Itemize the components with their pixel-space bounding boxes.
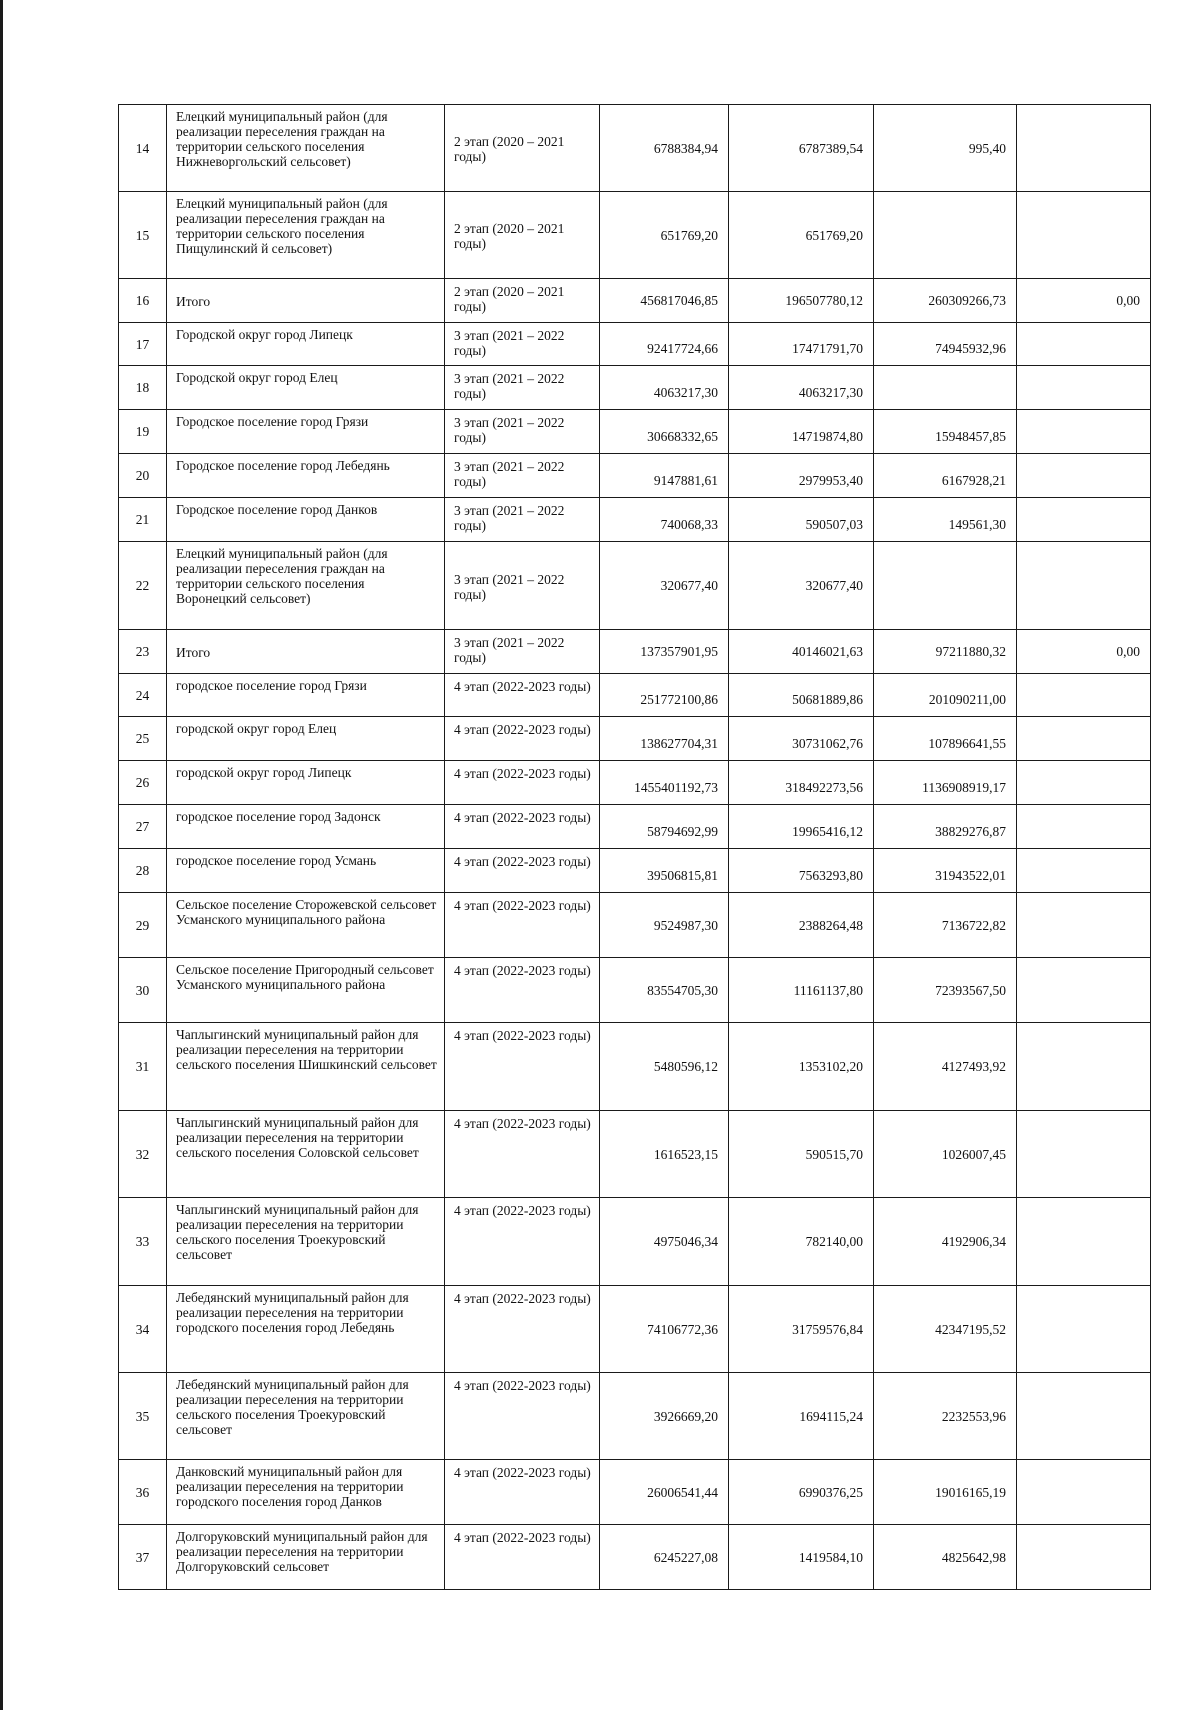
total-amount: 1455401192,73 — [600, 761, 729, 805]
amount-col3: 995,40 — [874, 105, 1017, 192]
amount-col3: 4127493,92 — [874, 1023, 1017, 1111]
amount-col4 — [1017, 893, 1151, 958]
municipality-name: Городское поселение город Грязи — [167, 410, 445, 454]
table-row — [119, 674, 1151, 717]
amount-col4 — [1017, 674, 1151, 717]
row-number: 23 — [119, 630, 167, 674]
amount-col2: 2979953,40 — [729, 454, 874, 498]
stage-period: 2 этап (2020 – 2021 годы) — [445, 279, 600, 323]
stage-period: 4 этап (2022-2023 годы) — [445, 958, 600, 1023]
municipality-name: городской округ город Елец — [167, 717, 445, 761]
total-amount: 4975046,34 — [600, 1198, 729, 1286]
total-amount: 92417724,66 — [600, 323, 729, 366]
row-number: 27 — [119, 805, 167, 849]
table-row — [119, 958, 1151, 1023]
stage-period: 4 этап (2022-2023 годы) — [445, 1286, 600, 1373]
municipality-name: Елецкий муниципальный район (для реализации переселения граждан на территории сельского поселения Воронецкий сельсовет) — [167, 542, 445, 630]
amount-col2: 651769,20 — [729, 192, 874, 279]
table-row — [119, 1198, 1151, 1286]
amount-col3: 4825642,98 — [874, 1525, 1017, 1590]
row-number: 22 — [119, 542, 167, 630]
amount-col4 — [1017, 542, 1151, 630]
amount-col2: 40146021,63 — [729, 630, 874, 674]
amount-col4 — [1017, 805, 1151, 849]
amount-col4 — [1017, 366, 1151, 410]
stage-period: 3 этап (2021 – 2022 годы) — [445, 498, 600, 542]
amount-col2: 590507,03 — [729, 498, 874, 542]
table-row — [119, 323, 1151, 366]
amount-col3: 6167928,21 — [874, 454, 1017, 498]
table-row — [119, 849, 1151, 893]
municipality-name: Городское поселение город Лебедянь — [167, 454, 445, 498]
total-amount: 83554705,30 — [600, 958, 729, 1023]
total-amount: 456817046,85 — [600, 279, 729, 323]
amount-col4 — [1017, 717, 1151, 761]
table-row — [119, 630, 1151, 674]
amount-col3: 1026007,45 — [874, 1111, 1017, 1198]
municipality-name: Итого — [167, 630, 445, 674]
table-row — [119, 1023, 1151, 1111]
total-amount: 9147881,61 — [600, 454, 729, 498]
total-amount: 3926669,20 — [600, 1373, 729, 1460]
row-number: 33 — [119, 1198, 167, 1286]
amount-col4 — [1017, 1525, 1151, 1590]
stage-period: 3 этап (2021 – 2022 годы) — [445, 323, 600, 366]
total-amount: 5480596,12 — [600, 1023, 729, 1111]
row-number: 21 — [119, 498, 167, 542]
municipality-name: Лебедянский муниципальный район для реализации переселения на территории городского поселения город Лебедянь — [167, 1286, 445, 1373]
amount-col2: 30731062,76 — [729, 717, 874, 761]
municipality-name: Городское поселение город Данков — [167, 498, 445, 542]
municipality-name: Итого — [167, 279, 445, 323]
total-amount: 74106772,36 — [600, 1286, 729, 1373]
amount-col2: 4063217,30 — [729, 366, 874, 410]
amount-col4 — [1017, 410, 1151, 454]
stage-period: 4 этап (2022-2023 годы) — [445, 1460, 600, 1525]
amount-col3: 7136722,82 — [874, 893, 1017, 958]
stage-period: 4 этап (2022-2023 годы) — [445, 1023, 600, 1111]
table-body — [119, 105, 1151, 1590]
total-amount: 320677,40 — [600, 542, 729, 630]
amount-col3: 38829276,87 — [874, 805, 1017, 849]
amount-col3: 201090211,00 — [874, 674, 1017, 717]
municipality-name: Елецкий муниципальный район (для реализации переселения граждан на территории сельского поселения Пищулинский й сельсовет) — [167, 192, 445, 279]
stage-period: 3 этап (2021 – 2022 годы) — [445, 410, 600, 454]
amount-col2: 19965416,12 — [729, 805, 874, 849]
amount-col2: 1694115,24 — [729, 1373, 874, 1460]
table-row — [119, 542, 1151, 630]
municipality-name: Сельское поселение Сторожевской сельсовет Усманского муниципального района — [167, 893, 445, 958]
municipality-name: Чаплыгинский муниципальный район для реализации переселения на территории сельского поселения Шишкинский сельсовет — [167, 1023, 445, 1111]
amount-col4 — [1017, 1373, 1151, 1460]
row-number: 17 — [119, 323, 167, 366]
amount-col3: 31943522,01 — [874, 849, 1017, 893]
municipality-name: Данковский муниципальный район для реализации переселения на территории городского поселения город Данков — [167, 1460, 445, 1525]
amount-col3: 42347195,52 — [874, 1286, 1017, 1373]
table-row — [119, 761, 1151, 805]
total-amount: 6245227,08 — [600, 1525, 729, 1590]
row-number: 19 — [119, 410, 167, 454]
stage-period: 4 этап (2022-2023 годы) — [445, 849, 600, 893]
amount-col2: 1353102,20 — [729, 1023, 874, 1111]
amount-col2: 782140,00 — [729, 1198, 874, 1286]
amount-col4: 0,00 — [1017, 630, 1151, 674]
stage-period: 2 этап (2020 – 2021 годы) — [445, 192, 600, 279]
amount-col2: 318492273,56 — [729, 761, 874, 805]
row-number: 14 — [119, 105, 167, 192]
amount-col2: 17471791,70 — [729, 323, 874, 366]
total-amount: 137357901,95 — [600, 630, 729, 674]
stage-period: 4 этап (2022-2023 годы) — [445, 761, 600, 805]
amount-col4 — [1017, 1198, 1151, 1286]
amount-col2: 320677,40 — [729, 542, 874, 630]
total-amount: 740068,33 — [600, 498, 729, 542]
scan-edge — [0, 0, 3, 1710]
amount-col2: 31759576,84 — [729, 1286, 874, 1373]
municipality-name: городское поселение город Усмань — [167, 849, 445, 893]
table-row — [119, 1460, 1151, 1525]
row-number: 26 — [119, 761, 167, 805]
table-row — [119, 1525, 1151, 1590]
stage-period: 3 этап (2021 – 2022 годы) — [445, 366, 600, 410]
amount-col4 — [1017, 958, 1151, 1023]
stage-period: 2 этап (2020 – 2021 годы) — [445, 105, 600, 192]
municipality-name: Городской округ город Елец — [167, 366, 445, 410]
total-amount: 1616523,15 — [600, 1111, 729, 1198]
total-amount: 251772100,86 — [600, 674, 729, 717]
stage-period: 3 этап (2021 – 2022 годы) — [445, 454, 600, 498]
amount-col3 — [874, 192, 1017, 279]
amount-col4 — [1017, 1111, 1151, 1198]
row-number: 30 — [119, 958, 167, 1023]
municipality-name: городской округ город Липецк — [167, 761, 445, 805]
total-amount: 651769,20 — [600, 192, 729, 279]
amount-col3: 1136908919,17 — [874, 761, 1017, 805]
row-number: 28 — [119, 849, 167, 893]
table-row — [119, 410, 1151, 454]
row-number: 31 — [119, 1023, 167, 1111]
amount-col3: 15948457,85 — [874, 410, 1017, 454]
amount-col3: 149561,30 — [874, 498, 1017, 542]
row-number: 24 — [119, 674, 167, 717]
municipality-name: Сельское поселение Пригородный сельсовет Усманского муниципального района — [167, 958, 445, 1023]
table-row — [119, 498, 1151, 542]
amount-col4 — [1017, 1023, 1151, 1111]
municipality-name: Елецкий муниципальный район (для реализации переселения граждан на территории сельского поселения Нижневоргольский сельсовет) — [167, 105, 445, 192]
municipality-name: Лебедянский муниципальный район для реализации переселения на территории сельского поселения Троекуровский сельсовет — [167, 1373, 445, 1460]
amount-col3: 74945932,96 — [874, 323, 1017, 366]
stage-period: 4 этап (2022-2023 годы) — [445, 674, 600, 717]
amount-col3: 107896641,55 — [874, 717, 1017, 761]
amount-col3: 72393567,50 — [874, 958, 1017, 1023]
table-row — [119, 454, 1151, 498]
amount-col4 — [1017, 105, 1151, 192]
amount-col4 — [1017, 498, 1151, 542]
municipality-name: Чаплыгинский муниципальный район для реализации переселения на территории сельского поселения Соловской сельсовет — [167, 1111, 445, 1198]
row-number: 20 — [119, 454, 167, 498]
stage-period: 3 этап (2021 – 2022 годы) — [445, 630, 600, 674]
row-number: 37 — [119, 1525, 167, 1590]
total-amount: 4063217,30 — [600, 366, 729, 410]
amount-col2: 590515,70 — [729, 1111, 874, 1198]
municipality-name: городское поселение город Грязи — [167, 674, 445, 717]
amount-col2: 2388264,48 — [729, 893, 874, 958]
amount-col2: 7563293,80 — [729, 849, 874, 893]
amount-col3: 4192906,34 — [874, 1198, 1017, 1286]
amount-col3 — [874, 366, 1017, 410]
total-amount: 30668332,65 — [600, 410, 729, 454]
total-amount: 9524987,30 — [600, 893, 729, 958]
municipality-name: Чаплыгинский муниципальный район для реализации переселения на территории сельского поселения Троекуровский сельсовет — [167, 1198, 445, 1286]
table-row — [119, 893, 1151, 958]
amount-col3: 2232553,96 — [874, 1373, 1017, 1460]
municipality-name: Долгоруковский муниципальный район для реализации переселения на территории Долгоруковский сельсовет — [167, 1525, 445, 1590]
amount-col2: 14719874,80 — [729, 410, 874, 454]
table-row — [119, 1286, 1151, 1373]
amount-col2: 196507780,12 — [729, 279, 874, 323]
amount-col3 — [874, 542, 1017, 630]
total-amount: 58794692,99 — [600, 805, 729, 849]
table-row — [119, 105, 1151, 192]
stage-period: 4 этап (2022-2023 годы) — [445, 1373, 600, 1460]
total-amount: 39506815,81 — [600, 849, 729, 893]
row-number: 16 — [119, 279, 167, 323]
table-row — [119, 1373, 1151, 1460]
amount-col4 — [1017, 454, 1151, 498]
total-amount: 26006541,44 — [600, 1460, 729, 1525]
amount-col4 — [1017, 192, 1151, 279]
row-number: 32 — [119, 1111, 167, 1198]
stage-period: 4 этап (2022-2023 годы) — [445, 893, 600, 958]
table-row — [119, 366, 1151, 410]
stage-period: 4 этап (2022-2023 годы) — [445, 1111, 600, 1198]
stage-period: 4 этап (2022-2023 годы) — [445, 805, 600, 849]
amount-col2: 1419584,10 — [729, 1525, 874, 1590]
amount-col3: 260309266,73 — [874, 279, 1017, 323]
stage-period: 4 этап (2022-2023 годы) — [445, 717, 600, 761]
amount-col4 — [1017, 761, 1151, 805]
amount-col4 — [1017, 323, 1151, 366]
table-row — [119, 805, 1151, 849]
row-number: 25 — [119, 717, 167, 761]
amount-col3: 97211880,32 — [874, 630, 1017, 674]
table-row — [119, 192, 1151, 279]
row-number: 15 — [119, 192, 167, 279]
amount-col4 — [1017, 849, 1151, 893]
row-number: 36 — [119, 1460, 167, 1525]
row-number: 34 — [119, 1286, 167, 1373]
amount-col4 — [1017, 1460, 1151, 1525]
amount-col4: 0,00 — [1017, 279, 1151, 323]
amount-col2: 11161137,80 — [729, 958, 874, 1023]
amount-col3: 19016165,19 — [874, 1460, 1017, 1525]
table-row — [119, 279, 1151, 323]
table-row — [119, 717, 1151, 761]
amount-col4 — [1017, 1286, 1151, 1373]
row-number: 35 — [119, 1373, 167, 1460]
total-amount: 138627704,31 — [600, 717, 729, 761]
row-number: 29 — [119, 893, 167, 958]
amount-col2: 50681889,86 — [729, 674, 874, 717]
amount-col2: 6990376,25 — [729, 1460, 874, 1525]
stage-period: 4 этап (2022-2023 годы) — [445, 1198, 600, 1286]
table-row — [119, 1111, 1151, 1198]
stage-period: 3 этап (2021 – 2022 годы) — [445, 542, 600, 630]
amount-col2: 6787389,54 — [729, 105, 874, 192]
total-amount: 6788384,94 — [600, 105, 729, 192]
municipality-name: городское поселение город Задонск — [167, 805, 445, 849]
row-number: 18 — [119, 366, 167, 410]
stage-period: 4 этап (2022-2023 годы) — [445, 1525, 600, 1590]
resettlement-finance-table — [118, 104, 1151, 1590]
municipality-name: Городской округ город Липецк — [167, 323, 445, 366]
